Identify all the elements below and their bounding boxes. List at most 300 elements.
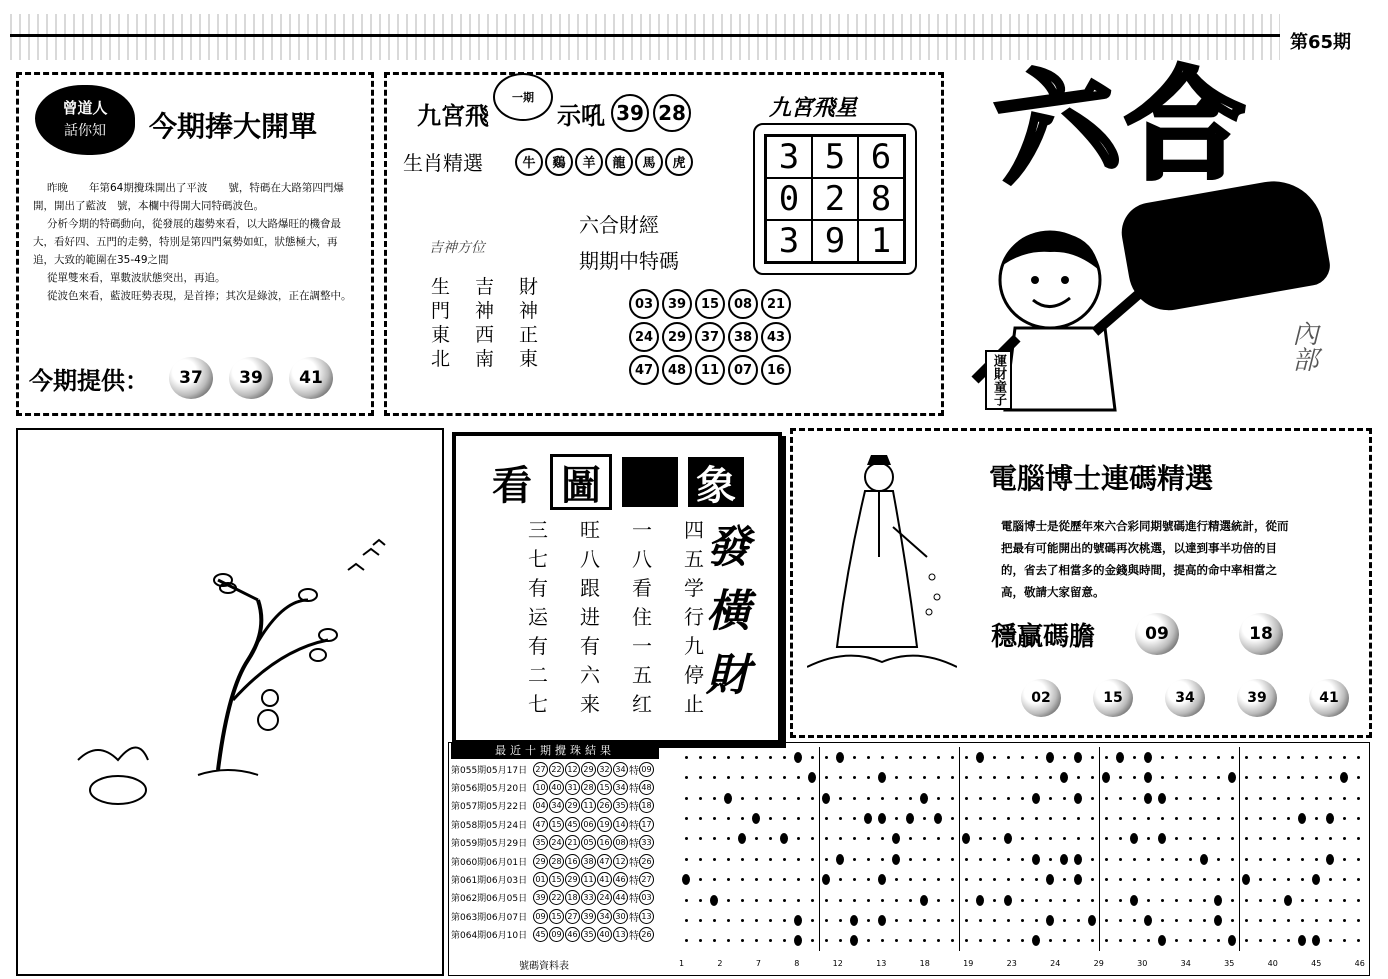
result-row: 第057期05月22日 04 34 29 11 26 35 特 18: [451, 797, 677, 815]
matrix-dot: [741, 756, 744, 759]
matrix-dot: [1147, 817, 1150, 820]
matrix-hit: [920, 793, 928, 804]
grid-cell: 6: [858, 136, 904, 178]
results-panel: [448, 742, 1370, 976]
offer-ball: 41: [289, 357, 333, 399]
matrix-dot: [1343, 919, 1346, 922]
matrix-dot: [1119, 858, 1122, 861]
matrix-dot: [713, 919, 716, 922]
matrix-dot: [867, 858, 870, 861]
matrix-dot: [1049, 858, 1052, 861]
box1-title: 今期捧大開單: [149, 110, 318, 143]
matrix-dot: [1105, 899, 1108, 902]
matrix-dot: [853, 858, 856, 861]
matrix-dot: [965, 858, 968, 861]
matrix-hit: [1312, 874, 1320, 885]
matrix-dot: [1007, 756, 1010, 759]
matrix-dot: [951, 756, 954, 759]
nine-grid-title: 九宮飛星: [769, 96, 858, 121]
matrix-dot: [867, 919, 870, 922]
matrix-hit: [1088, 915, 1096, 926]
matrix-dot: [1329, 837, 1332, 840]
matrix-dot: [895, 817, 898, 820]
matrix-dot: [1119, 939, 1122, 942]
matrix-dot: [1203, 797, 1206, 800]
matrix-dot: [853, 837, 856, 840]
matrix-dot: [699, 756, 702, 759]
matrix-dot: [1357, 797, 1360, 800]
matrix-dot: [727, 858, 730, 861]
matrix-dot: [979, 817, 982, 820]
matrix-dot: [1315, 837, 1318, 840]
matrix-hit: [752, 813, 760, 824]
matrix-dot: [993, 756, 996, 759]
matrix-dot: [741, 899, 744, 902]
matrix-dot: [923, 837, 926, 840]
matrix-dot: [1301, 797, 1304, 800]
matrix-hit: [1074, 874, 1082, 885]
matrix-dot: [1063, 878, 1066, 881]
matrix-dot: [853, 878, 856, 881]
paragraph: 從波色來看，藍波旺勢表現，是首捧；其次是綠波，正在調整中。: [47, 290, 352, 302]
matrix-dot: [1301, 837, 1304, 840]
matrix-dot: [951, 899, 954, 902]
matrix-dot: [951, 817, 954, 820]
matrix-hit: [892, 854, 900, 865]
matrix-dot: [713, 817, 716, 820]
matrix-hit: [906, 813, 914, 824]
matrix-dot: [895, 776, 898, 779]
matrix-dot: [783, 858, 786, 861]
matrix-dot: [685, 776, 688, 779]
matrix-dot: [1161, 817, 1164, 820]
matrix-dot: [895, 899, 898, 902]
matrix-dot: [825, 817, 828, 820]
matrix-dot: [1287, 797, 1290, 800]
steady-label: 穩贏碼膽: [991, 621, 1096, 652]
matrix-hit: [780, 833, 788, 844]
matrix-dot: [1259, 817, 1262, 820]
matrix-dot: [811, 878, 814, 881]
issue-number: 第65期: [1290, 32, 1352, 53]
matrix-dot: [867, 899, 870, 902]
matrix-dot: [825, 858, 828, 861]
title-blank: [622, 457, 678, 507]
matrix-dot: [1245, 817, 1248, 820]
matrix-dot: [1007, 817, 1010, 820]
matrix-dot: [965, 878, 968, 881]
matrix-dot: [979, 878, 982, 881]
matrix-dot: [1147, 858, 1150, 861]
axis-label: 19: [963, 958, 974, 968]
matrix-dot: [1189, 837, 1192, 840]
hand-note: 吉神方位: [429, 240, 485, 256]
matrix-hit: [822, 793, 830, 804]
offer-label: 今期提供：: [29, 366, 149, 395]
matrix-dot: [867, 837, 870, 840]
matrix-dot: [1021, 817, 1024, 820]
matrix-dot: [839, 919, 842, 922]
matrix-dot: [825, 899, 828, 902]
zodiac-ball: 羊: [575, 148, 603, 176]
jing-line2: 期期中特碼: [579, 249, 679, 273]
matrix-dot: [1119, 797, 1122, 800]
matrix-dot: [839, 776, 842, 779]
matrix-dot: [1245, 858, 1248, 861]
matrix-dot: [909, 939, 912, 942]
matrix-hit: [1158, 935, 1166, 946]
axis-label: 45: [1311, 958, 1322, 968]
matrix-dot: [993, 878, 996, 881]
matrix-dot: [1343, 756, 1346, 759]
matrix-dot: [909, 756, 912, 759]
matrix-dot: [1329, 756, 1332, 759]
matrix-dot: [1189, 939, 1192, 942]
matrix-dot: [1077, 817, 1080, 820]
matrix-dot: [1091, 797, 1094, 800]
matrix-dot: [755, 919, 758, 922]
matrix-dot: [965, 817, 968, 820]
matrix-dot: [979, 837, 982, 840]
box4-desc: 電腦博士是從歷年來六合彩同期號碼進行精選統計，從而把最有可能開出的號碼再次桃選，以達到事半功倍的目的，省去了相當多的金錢與時間，提高的命中率相當之高，敬請大家留意。: [1001, 519, 1289, 599]
matrix-hit: [878, 874, 886, 885]
matrix-dot: [993, 939, 996, 942]
matrix-dot: [685, 797, 688, 800]
matrix-dot: [713, 878, 716, 881]
matrix-dot: [727, 939, 730, 942]
matrix-dot: [1021, 776, 1024, 779]
result-row: 第062期06月05日 39 22 18 33 24 44 特 03: [451, 889, 677, 907]
matrix-dot: [1203, 919, 1206, 922]
matrix-dot: [1329, 878, 1332, 881]
grid-cell: 1: [858, 220, 904, 262]
matrix-dot: [937, 878, 940, 881]
grid-cell: 3: [766, 136, 812, 178]
matrix-dot: [1119, 817, 1122, 820]
matrix-dot: [1133, 756, 1136, 759]
matrix-dot: [1091, 899, 1094, 902]
matrix-hit: [1144, 793, 1152, 804]
matrix-dot: [853, 817, 856, 820]
matrix-dot: [783, 817, 786, 820]
matrix-dot: [1091, 776, 1094, 779]
matrix-dot: [1315, 899, 1318, 902]
matrix-hit: [1144, 915, 1152, 926]
matrix-dot: [1133, 919, 1136, 922]
offer-ball: 39: [229, 357, 273, 399]
matrix-dot: [1119, 776, 1122, 779]
matrix-dot: [755, 837, 758, 840]
matrix-dot: [867, 878, 870, 881]
matrix-dot: [755, 878, 758, 881]
row-ball: 15: [1093, 679, 1133, 717]
matrix-dot: [1105, 837, 1108, 840]
matrix-hit: [1004, 895, 1012, 906]
results-footer: 號碼資料表: [519, 961, 569, 972]
matrix-hit: [850, 915, 858, 926]
matrix-dot: [993, 817, 996, 820]
matrix-dot: [1231, 756, 1234, 759]
zodiac-ball: 虎: [665, 148, 693, 176]
matrix-dot: [1189, 776, 1192, 779]
matrix-dot: [1245, 756, 1248, 759]
matrix-dot: [797, 817, 800, 820]
matrix-dot: [1203, 817, 1206, 820]
number-ball: 38: [728, 322, 758, 352]
matrix-dot: [811, 899, 814, 902]
matrix-dot: [1343, 858, 1346, 861]
matrix-dot: [965, 797, 968, 800]
matrix-dot: [979, 797, 982, 800]
matrix-hit: [878, 813, 886, 824]
matrix-dot: [1343, 837, 1346, 840]
matrix-dot: [1259, 756, 1262, 759]
matrix-dot: [951, 837, 954, 840]
axis-label: 40: [1267, 958, 1278, 968]
matrix-dot: [881, 899, 884, 902]
matrix-dot: [1259, 899, 1262, 902]
matrix-hit: [1102, 772, 1110, 783]
matrix-dot: [1273, 939, 1276, 942]
box4-title: 電腦博士連碼精選: [989, 462, 1214, 495]
matrix-dot: [1133, 776, 1136, 779]
matrix-dot: [741, 797, 744, 800]
matrix-dot: [1231, 919, 1234, 922]
matrix-hit: [1312, 935, 1320, 946]
number-ball: 03: [629, 289, 659, 319]
matrix-dot: [1049, 837, 1052, 840]
matrix-dot: [1007, 878, 1010, 881]
matrix-dot: [797, 797, 800, 800]
matrix-hit: [1116, 752, 1124, 763]
matrix-dot: [783, 756, 786, 759]
matrix-dot: [1105, 858, 1108, 861]
matrix-separator: [959, 747, 960, 951]
matrix-dot: [755, 756, 758, 759]
result-row: 第060期06月01日 29 28 16 38 47 12 特 26: [451, 852, 677, 870]
matrix-dot: [769, 756, 772, 759]
matrix-dot: [853, 899, 856, 902]
matrix-hit: [934, 813, 942, 824]
matrix-dot: [1049, 776, 1052, 779]
number-ball: 11: [695, 355, 725, 385]
matrix-dot: [825, 939, 828, 942]
matrix-dot: [853, 756, 856, 759]
matrix-hit: [976, 895, 984, 906]
matrix-hit: [794, 752, 802, 763]
offer-ball: 37: [169, 357, 213, 399]
matrix-dot: [1217, 858, 1220, 861]
matrix-dot: [937, 919, 940, 922]
title-char: 圖: [550, 454, 612, 510]
matrix-dot: [769, 776, 772, 779]
steady-ball: 09: [1135, 613, 1179, 655]
grid-cell: 2: [812, 178, 858, 220]
matrix-dot: [1105, 919, 1108, 922]
matrix-dot: [1357, 899, 1360, 902]
matrix-dot: [1063, 939, 1066, 942]
matrix-dot: [1049, 797, 1052, 800]
illustration-box: [16, 428, 444, 976]
matrix-hit: [1326, 813, 1334, 824]
matrix-dot: [825, 837, 828, 840]
matrix-dot: [937, 939, 940, 942]
matrix-dot: [1021, 756, 1024, 759]
matrix-dot: [1301, 919, 1304, 922]
matrix-dot: [839, 878, 842, 881]
ball-row: [629, 355, 791, 385]
matrix-dot: [937, 899, 940, 902]
matrix-dot: [825, 776, 828, 779]
row-ball: 39: [1237, 679, 1277, 717]
matrix-dot: [1329, 939, 1332, 942]
number-ball: 29: [662, 322, 692, 352]
matrix-dot: [1147, 878, 1150, 881]
matrix-dot: [1105, 797, 1108, 800]
matrix-hit: [1130, 833, 1138, 844]
matrix-dot: [783, 776, 786, 779]
matrix-dot: [727, 776, 730, 779]
poem-column: 一 八 看 住 一 五 红: [632, 518, 652, 716]
matrix-dot: [1301, 776, 1304, 779]
matrix-dot: [755, 797, 758, 800]
title-ball: 28: [653, 94, 691, 132]
logo-subtitle: 內部: [1288, 320, 1318, 372]
matrix-dot: [1091, 858, 1094, 861]
matrix-dot: [1021, 837, 1024, 840]
tree-illustration: [18, 430, 442, 974]
matrix-separator: [819, 747, 820, 951]
matrix-dot: [1217, 776, 1220, 779]
matrix-dot: [1301, 878, 1304, 881]
matrix-dot: [1021, 878, 1024, 881]
matrix-dot: [1329, 919, 1332, 922]
matrix-dot: [1217, 797, 1220, 800]
dot-matrix: [679, 747, 1365, 951]
matrix-dot: [1231, 899, 1234, 902]
matrix-dot: [769, 939, 772, 942]
matrix-dot: [1189, 919, 1192, 922]
number-ball: 15: [695, 289, 725, 319]
matrix-dot: [783, 899, 786, 902]
matrix-dot: [979, 776, 982, 779]
axis-label: 13: [876, 958, 887, 968]
matrix-dot: [1189, 899, 1192, 902]
matrix-dot: [1203, 837, 1206, 840]
paragraph: 分析今期的特碼動向，從發展的趨勢來看，以大路爆旺的機會最大，看好四、五門的走勢，特別是第四門氣勢如虹，狀態極大，再追，大致的範圍在35-49之間: [33, 218, 341, 266]
matrix-dot: [1315, 776, 1318, 779]
matrix-dot: [839, 817, 842, 820]
matrix-hit: [710, 895, 718, 906]
number-ball: 08: [728, 289, 758, 319]
number-ball: 07: [728, 355, 758, 385]
matrix-dot: [979, 858, 982, 861]
matrix-dot: [685, 756, 688, 759]
matrix-dot: [727, 878, 730, 881]
matrix-dot: [1189, 858, 1192, 861]
matrix-dot: [1147, 837, 1150, 840]
results-title: 最近十期攪珠結果: [451, 743, 659, 759]
matrix-dot: [825, 756, 828, 759]
matrix-dot: [1231, 837, 1234, 840]
matrix-dot: [1343, 817, 1346, 820]
matrix-dot: [783, 797, 786, 800]
matrix-dot: [895, 797, 898, 800]
matrix-hit: [878, 915, 886, 926]
matrix-dot: [1021, 899, 1024, 902]
matrix-dot: [685, 939, 688, 942]
matrix-dot: [853, 797, 856, 800]
matrix-dot: [1273, 837, 1276, 840]
direction-table: [431, 275, 538, 371]
matrix-dot: [965, 939, 968, 942]
matrix-dot: [741, 878, 744, 881]
matrix-dot: [923, 919, 926, 922]
matrix-dot: [839, 797, 842, 800]
grid-cell: 5: [812, 136, 858, 178]
matrix-dot: [1259, 858, 1262, 861]
matrix-dot: [951, 878, 954, 881]
poem-column: 旺 八 跟 进 有 六 来: [580, 518, 600, 716]
matrix-hit: [1046, 752, 1054, 763]
grid-cell: 0: [766, 178, 812, 220]
mascot-label: 運財童子: [985, 350, 1012, 410]
axis-labels: [679, 955, 1365, 971]
box-picture-riddle: [452, 432, 782, 744]
matrix-hit: [1158, 793, 1166, 804]
matrix-dot: [909, 776, 912, 779]
matrix-dot: [769, 858, 772, 861]
matrix-dot: [1133, 939, 1136, 942]
matrix-dot: [1035, 776, 1038, 779]
row-ball: 02: [1021, 679, 1061, 717]
matrix-separator: [1099, 747, 1100, 951]
matrix-dot: [1161, 878, 1164, 881]
matrix-hit: [1284, 895, 1292, 906]
axis-label: 24: [1050, 958, 1061, 968]
matrix-dot: [755, 939, 758, 942]
matrix-dot: [1035, 878, 1038, 881]
matrix-dot: [1329, 899, 1332, 902]
badge-bubble: [35, 85, 135, 155]
matrix-dot: [1175, 878, 1178, 881]
matrix-hit: [962, 833, 970, 844]
matrix-dot: [1161, 899, 1164, 902]
axis-label: 34: [1180, 958, 1191, 968]
matrix-dot: [1357, 858, 1360, 861]
matrix-dot: [1301, 756, 1304, 759]
matrix-dot: [1329, 776, 1332, 779]
matrix-dot: [1119, 878, 1122, 881]
matrix-hit: [1074, 752, 1082, 763]
result-row: 第059期05月29日 35 24 21 05 16 08 特 33: [451, 834, 677, 852]
matrix-dot: [909, 858, 912, 861]
matrix-hit: [738, 833, 746, 844]
matrix-dot: [1259, 939, 1262, 942]
matrix-dot: [1035, 756, 1038, 759]
matrix-dot: [1189, 797, 1192, 800]
matrix-hit: [1298, 935, 1306, 946]
result-row: 第055期05月17日 27 22 12 29 32 34 特 09: [451, 760, 677, 778]
matrix-dot: [1077, 939, 1080, 942]
matrix-dot: [797, 858, 800, 861]
matrix-hit: [682, 874, 690, 885]
box3-title: [484, 454, 744, 510]
matrix-dot: [1049, 899, 1052, 902]
matrix-dot: [895, 939, 898, 942]
matrix-dot: [783, 939, 786, 942]
matrix-dot: [1049, 939, 1052, 942]
